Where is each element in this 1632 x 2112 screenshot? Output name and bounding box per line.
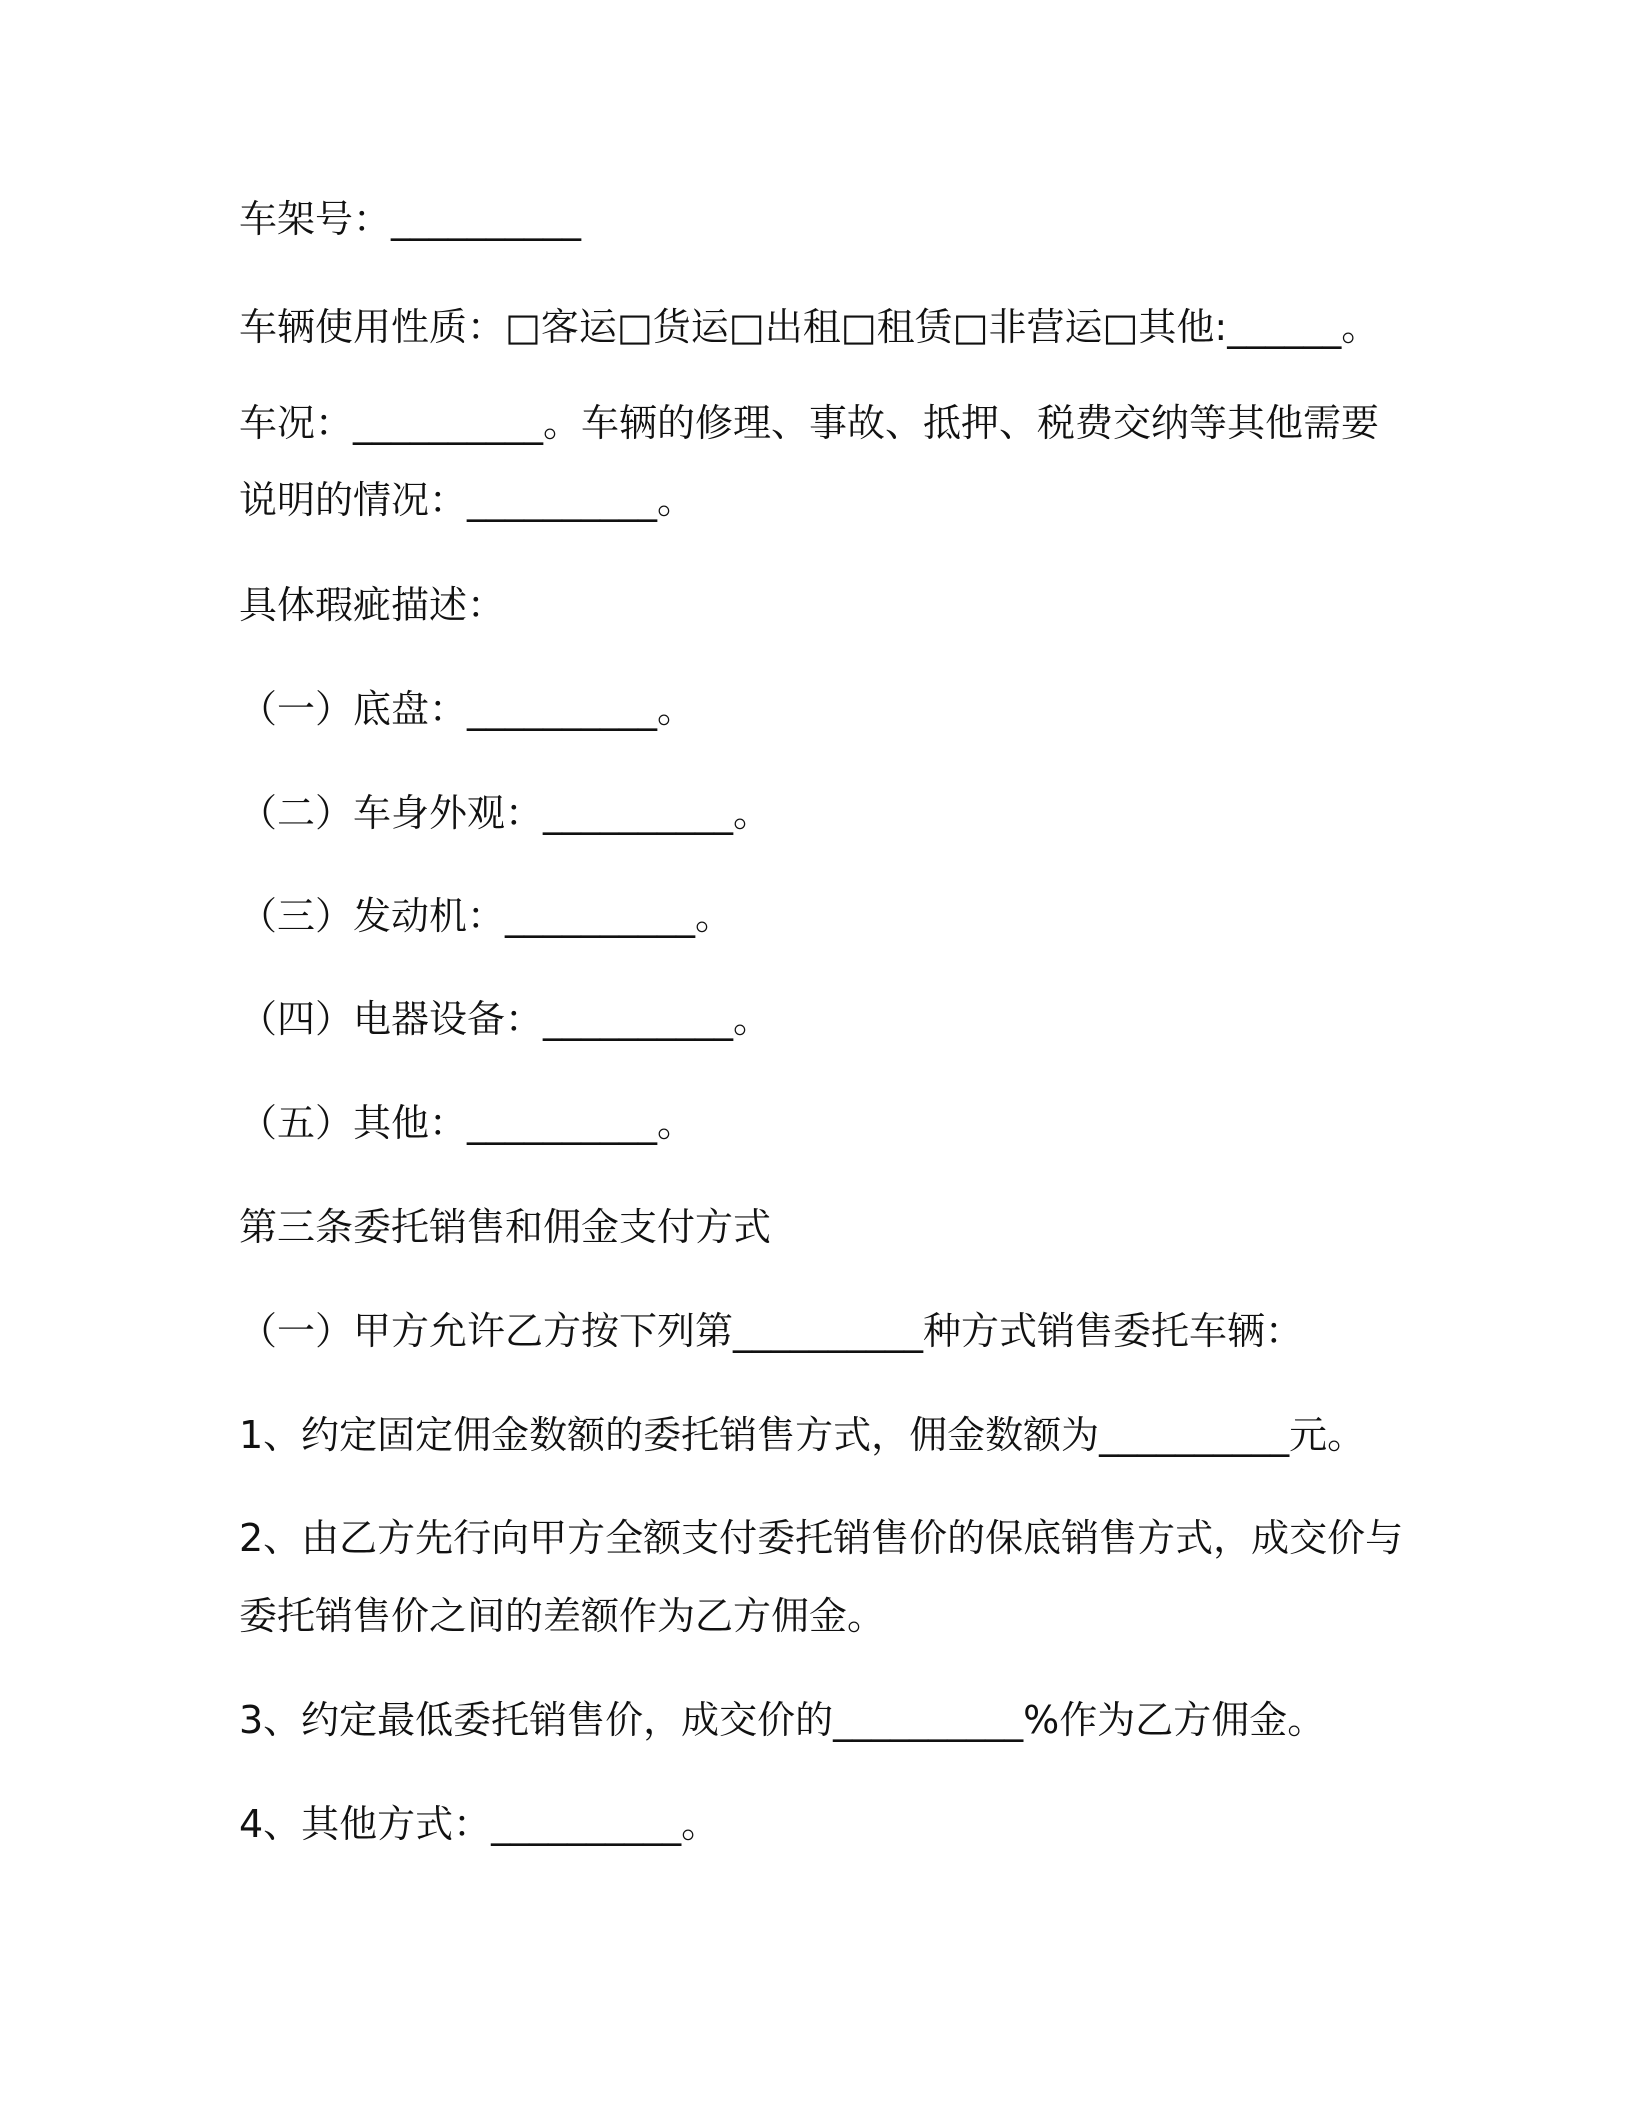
sales-method-line: （一）甲方允许乙方按下列第__________种方式销售委托车辆： xyxy=(239,1309,1304,1353)
vehicle-usage-line: 车辆使用性质：□客运□货运□出租□租赁□非营运□其他:______。 xyxy=(239,305,1380,349)
defect-chassis-line: （一）底盘：__________。 xyxy=(239,687,696,731)
defect-engine-line: （三）发动机：__________。 xyxy=(239,894,734,938)
vehicle-condition-continued: 说明的情况：__________。 xyxy=(239,478,696,522)
defect-body-line: （二）车身外观：__________。 xyxy=(239,791,772,835)
defect-electrical-line: （四）电器设备：__________。 xyxy=(239,997,772,1041)
article-three-heading: 第三条委托销售和佣金支付方式 xyxy=(239,1205,772,1249)
method-2-line: 2、由乙方先行向甲方全额支付委托销售价的保底销售方式，成交价与 xyxy=(239,1516,1404,1560)
vehicle-condition-line: 车况：__________。车辆的修理、事故、抵押、税费交纳等其他需要 xyxy=(239,401,1380,445)
defect-description-heading: 具体瑕疵描述： xyxy=(239,583,506,627)
method-2-continued: 委托销售价之间的差额作为乙方佣金。 xyxy=(239,1594,886,1638)
method-1-line: 1、约定固定佣金数额的委托销售方式，佣金数额为__________元。 xyxy=(239,1413,1366,1457)
defect-other-line: （五）其他：__________。 xyxy=(239,1101,696,1145)
method-3-line: 3、约定最低委托销售价，成交价的__________%作为乙方佣金。 xyxy=(239,1698,1326,1742)
vin-line: 车架号：__________ xyxy=(239,197,582,241)
method-4-line: 4、其他方式：__________。 xyxy=(239,1802,720,1846)
